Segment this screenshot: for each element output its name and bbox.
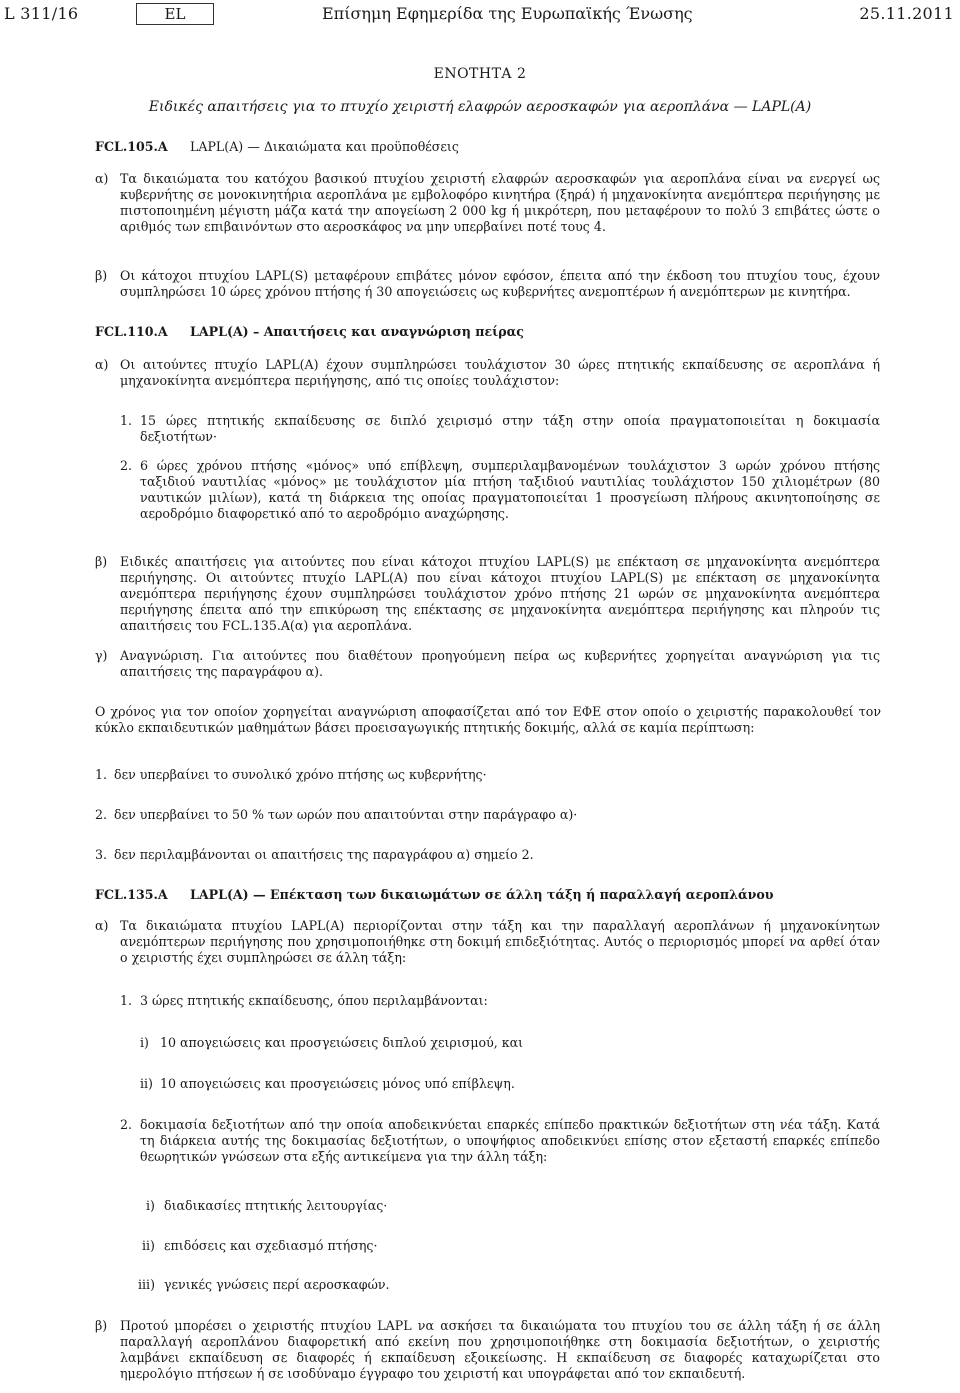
publication-date: 25.11.2011 <box>859 4 954 23</box>
list-item-text: 3 ώρες πτητικής εκπαίδευσης, όπου περιλαμβάνονται: <box>140 993 488 1008</box>
article-number: FCL.105.A <box>95 139 168 154</box>
paragraph-label: α) <box>95 918 109 933</box>
journal-title: Επίσημη Εφημερίδα της Ευρωπαϊκής Ένωσης <box>322 4 693 23</box>
paragraph-text: Οι αιτούντες πτυχίο LAPL(A) έχουν συμπληρώσει τουλάχιστον 30 ώρες πτητικής εκπαίδευσης σε αεροπλάνα ή μηχανοκίνητα ανεμόπτερα περιήγησης, από τις οποίες τουλάχιστον: <box>120 357 880 388</box>
article-title: LAPL(A) – Απαιτήσεις και αναγνώριση πείρας <box>190 324 524 339</box>
sub-item-label: i) <box>146 1198 155 1213</box>
paragraph-text: Προτού μπορέσει ο χειριστής πτυχίου LAPL να ασκήσει τα δικαιώματα του πτυχίου του σε άλλη τάξη ή σε άλλη παραλλαγή αεροπλάνου διαφορετική από εκείνη που χρησιμοποιήθηκε στη δοκιμασία δεξιοτήτων, ο χειριστής λαμβάνει εκπαίδευση σε διαφορές ή εκπαίδευση εξοικείωσης. Η εκπαίδευση σε διαφορές καταχωρίζεται στο ημερολόγιο πτήσεων ή σε ισοδύναμο έγγραφο του χειριστή και υπογράφεται από τον εκπαιδευτή. <box>120 1318 880 1381</box>
article-number: FCL.110.A <box>95 324 168 339</box>
list-item-label: 1. <box>95 767 108 782</box>
list-item-text: δεν υπερβαίνει το συνολικό χρόνο πτήσης ως κυβερνήτης· <box>114 767 487 782</box>
list-item-text: δεν περιλαμβάνονται οι απαιτήσεις της παραγράφου α) σημείο 2. <box>114 847 534 862</box>
section-number: ΕΝΟΤΗΤΑ 2 <box>433 66 527 82</box>
paragraph-text: Ειδικές απαιτήσεις για αιτούντες που είναι κάτοχοι πτυχίου LAPL(S) με επέκταση σε μηχανοκίνητα ανεμόπτερα περιήγησης. Οι αιτούντες πτυχίο LAPL(A) που είναι κάτοχοι πτυχίου LAPL(S) με επέκταση σε μηχανοκίνητα ανεμόπτερα περιήγησης έχουν συμπληρώσει τουλάχιστον χρόνο πτήσης 21 ωρών σε μηχανοκίνητα ανεμόπτερα περιήγησης έπειτα από την επικύρωση της επέκτασης σε μηχανοκίνητα ανεμόπτερα περιήγησης και πληρούν τις απαιτήσεις του FCL.135.A(α) για αεροπλάνα. <box>120 554 880 633</box>
sub-item-label: ii) <box>142 1238 155 1253</box>
paragraph-label: β) <box>95 268 108 283</box>
article-title: LAPL(A) — Επέκταση των δικαιωμάτων σε άλλη τάξη ή παραλλαγή αεροπλάνου <box>190 887 774 902</box>
list-item-label: 2. <box>120 458 133 473</box>
paragraph-label: α) <box>95 171 109 186</box>
list-item-label: 1. <box>120 413 133 428</box>
article-number: FCL.135.A <box>95 887 168 902</box>
paragraph-label: β) <box>95 1318 108 1333</box>
sub-item-text: 10 απογειώσεις και προσγειώσεις διπλού χειρισμού, και <box>160 1035 524 1050</box>
sub-item-label: ii) <box>140 1076 153 1091</box>
sub-item-text: γενικές γνώσεις περί αεροσκαφών. <box>164 1277 390 1292</box>
paragraph-text: Αναγνώριση. Για αιτούντες που διαθέτουν προηγούμενη πείρα ως κυβερνήτες χορηγείται αναγνώριση για τις απαιτήσεις της παραγράφου α). <box>120 648 880 679</box>
paragraph-label: β) <box>95 554 108 569</box>
list-item-text: 15 ώρες πτητικής εκπαίδευσης σε διπλό χειρισμό στην τάξη στην οποία πραγματοποιείται η δοκιμασία δεξιοτήτων· <box>140 413 880 444</box>
paragraph-text: Ο χρόνος για τον οποίον χορηγείται αναγνώριση αποφασίζεται από τον ΕΦΕ στον οποίο ο χειριστής παρακολουθεί τον κύκλο εκπαιδευτικών μαθημάτων βάσει προεισαγωγικής πτητικής δοκιμής, αλλά σε καμία περίπτωση: <box>95 704 881 735</box>
list-item-label: 2. <box>95 807 108 822</box>
section-title: Ειδικές απαιτήσεις για το πτυχίο χειριστή ελαφρών αεροσκαφών για αεροπλάνα — LAPL(A) <box>148 99 812 115</box>
paragraph-label: γ) <box>95 648 108 663</box>
paragraph-text: Τα δικαιώματα πτυχίου LAPL(A) περιορίζονται στην τάξη και την παραλλαγή αεροπλάνων ή μηχανοκίνητων ανεμόπτερων περιήγησης που χρησιμοποιήθηκε στη δοκιμή επιδεξιότητας. Αυτός ο περιορισμός μπορεί να αρθεί όταν ο χειριστής έχει συμπληρώσει σε άλλη τάξη: <box>120 918 880 965</box>
list-item-text: δοκιμασία δεξιοτήτων από την οποία αποδεικνύεται επαρκές επίπεδο πρακτικών δεξιοτήτων στη νέα τάξη. Κατά τη διάρκεια αυτής της δοκιμασίας δεξιοτήτων, ο υποψήφιος αποδεικνύει επίσης στον εξεταστή επαρκές επίπεδο θεωρητικών γνώσεων στα εξής αντικείμενα για την άλλη τάξη: <box>140 1117 880 1164</box>
paragraph-text: Τα δικαιώματα του κατόχου βασικού πτυχίου χειριστή ελαφρών αεροσκαφών για αεροπλάνα είναι να ενεργεί ως κυβερνήτης σε μονοκινητήρια αεροπλάνα με εμβολοφόρο κινητήρα (ξηρά) ή μηχανοκίνητα ανεμόπτερα περιήγησης με πιστοποιημένη μέγιστη μάζα κατά την απογείωση 2 000 kg ή μικρότερη, που μεταφέρουν το πολύ 3 επιβάτες ώστε ο αριθμός των επιβαινόντων στο αεροσκάφος να μην υπερβαίνει ποτέ τους 4. <box>120 171 880 234</box>
list-item-label: 2. <box>120 1117 133 1132</box>
language-badge: EL <box>136 3 214 25</box>
sub-item-text: διαδικασίες πτητικής λειτουργίας· <box>164 1198 388 1213</box>
paragraph-label: α) <box>95 357 109 372</box>
list-item-label: 1. <box>120 993 133 1008</box>
sub-item-text: 10 απογειώσεις και προσγειώσεις μόνος υπό επίβλεψη. <box>160 1076 515 1091</box>
sub-item-label: iii) <box>138 1277 155 1292</box>
running-header <box>0 3 960 27</box>
list-item-text: 6 ώρες χρόνου πτήσης «μόνος» υπό επίβλεψη, συμπεριλαμβανομένων τουλάχιστον 3 ωρών χρόνου πτήσης ταξιδιού ναυτιλίας «μόνος» με τουλάχιστον μία πτήση ταξιδιού ναυτιλίας τουλάχιστον 150 χιλιομέτρων (80 ναυτικών μιλίων), κατά τη διάρκεια της οποίας πραγματοποιείται 1 προσγείωση πλήρους ακινητοποίησης σε αεροδρόμιο διαφορετικό από το αεροδρόμιο αναχώρησης. <box>140 458 880 521</box>
article-title: LAPL(A) — Δικαιώματα και προϋποθέσεις <box>190 139 459 154</box>
sub-item-label: i) <box>140 1035 149 1050</box>
page-reference: L 311/16 <box>4 4 79 23</box>
list-item-label: 3. <box>95 847 108 862</box>
list-item-text: δεν υπερβαίνει το 50 % των ωρών που απαιτούνται στην παράγραφο α)· <box>114 807 578 822</box>
sub-item-text: επιδόσεις και σχεδιασμό πτήσης· <box>164 1238 378 1253</box>
paragraph-text: Οι κάτοχοι πτυχίου LAPL(S) μεταφέρουν επιβάτες μόνον εφόσον, έπειτα από την έκδοση του πτυχίου τους, έχουν συμπληρώσει 10 ώρες χρόνου πτήσης ή 30 απογειώσεις ως κυβερνήτες ανεμοπτέρων ή ανεμόπτερων με κινητήρα. <box>120 268 880 299</box>
